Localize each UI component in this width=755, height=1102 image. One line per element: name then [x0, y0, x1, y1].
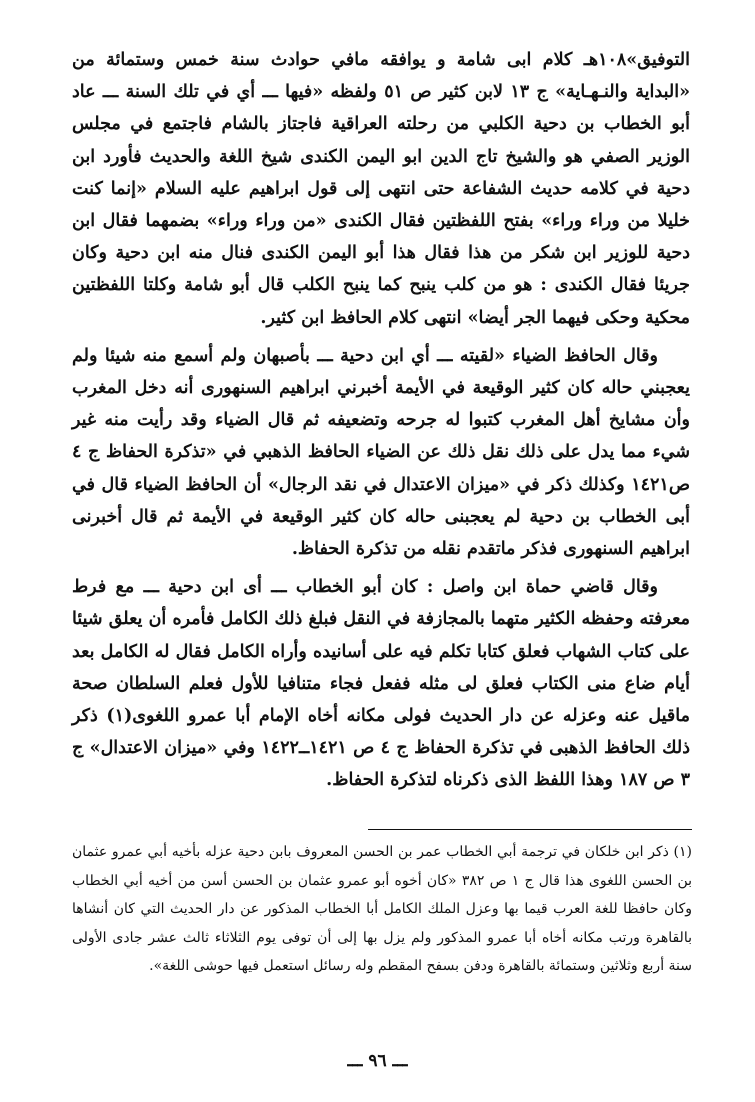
paragraph-3: وقال قاضي حماة ابن واصل : كان أبو الخطاب ـــ أى ابن دحية ـــ مع فرط معرفته وحفظه الكثير متهما بالمجازفة في النقل فبلغ ذلك الكامل فأمره أن يعلق شيئا على كتاب الشهاب فعلق كتابا تكلم فيه على أسانيده وأراه الكامل فقال له الكامل بعد أيام ضاع منى الكتاب فعلق لى مثله ففعل فجاء متنافيا للأول فعلم السلطان صحة ماقيل عنه وعزله عن دار الحديث فولى مكانه أخاه الإمام أبا عمرو اللغوى(١) ذكر ذلك الحافظ الذهبى في تذكرة الحفاظ ج ٤ ص ١٤٢١ــ١٤٢٢ وفي «ميزان الاعتدال» ج ٣ ص ١٨٧ وهذا اللفظ الذى ذكرناه لتذكرة الحفاظ.: [72, 577, 691, 791]
paragraph-1: التوفيق»۱۰۸هـ كلام ابى شامة و يوافقه مافي حوادث سنة خمس وستمائة من «البداية والنـهـاية» ج ۱۳ لابن كثير ص ٥١ ولفظه «فيها ـــ أي في تلك السنة ـــ عاد أبو الخطاب بن دحية الكلبي من رحلته العراقية فاجتاز بالشام فاجتمع في مجلس الوزير الصفي هو والشيخ تاج الدين ابو اليمن الكندى شيخ اللغة والحديث فأورد ابن دحية في كلامه حديث الشفاعة حتى انتهى إلى قول ابراهيم عليه السلام «إنما كنت خليلا من وراء وراء» بفتح اللفظتين فقال الكندى «من وراء وراء» بضمهما فقال ابن دحية للوزير ابن شكر من هذا فقال هذا أبو اليمن الكندى فنال منه ابن دحية وكان جريئا فقال الكندى : هو من كلب ينبح كما ينبح الكلب قال أبو شامة وكلتا اللفظتين محكية وحكى فيهما الجر أيضا» انتهى كلام الحافظ ابن كثير.: [72, 50, 691, 328]
main-text: [72, 44, 690, 797]
paragraph-2: وقال الحافظ الضياء «لقيته ـــ أي ابن دحية ـــ بأصبهان ولم أسمع منه شيئا ولم يعجبني حاله كان كثير الوقيعة في الأيمة أخبرني ابراهيم السنهورى أنه دخل المغرب وأن مشايخ أهل المغرب كتبوا له جرحه وتضعيفه ثم قال الضياء وقد رأيت منه غير شيء مما يدل على ذلك نقل ذلك عن الضياء الحافظ الذهبي في «تذكرة الحفاظ ج ٤ ص١٤٢١ وكذلك ذكر في «ميزان الاعتدال في نقد الرجال» أن الحافظ الضياء قال في أبى الخطاب بن دحية لم يعجبنى حاله كان كثير الوقيعة في الأيمة ثم قال أخبرنى ابراهيم السنهورى فذكر ماتقدم نقله من تذكرة الحفاظ.: [72, 345, 690, 560]
footnote: [72, 838, 692, 981]
footnote-separator: [368, 829, 692, 830]
footnote-text: (١) ذكر ابن خلكان في ترجمة أبي الخطاب عمر بن الحسن المعروف بابن دحية عزله بأخيه أبي عمرو عثمان بن الحسن اللغوى هذا قال ج ١ ص ٣٨٢ «كان أخوه أبو عمرو عثمان بن الحسن أسن من أخيه أبي الخطاب وكان حافظا للغة العرب قيما بها وعزل الملك الكامل أبا الخطاب المذكور عن دار الحديث التي كان أنشاها بالقاهرة ورتب مكانه أخاه أبا عمرو المذكور ولم يزل بها إلى أن توفى يوم الثلاثاء ثالث عشر جادى الأولى سنة أربع وثلاثين وستمائة بالقاهرة ودفن بسفح المقطم وله رسائل استعمل فيها حوشى اللغة».: [72, 844, 692, 975]
page-number: ـــ ٩٦ ـــ: [347, 1051, 408, 1071]
